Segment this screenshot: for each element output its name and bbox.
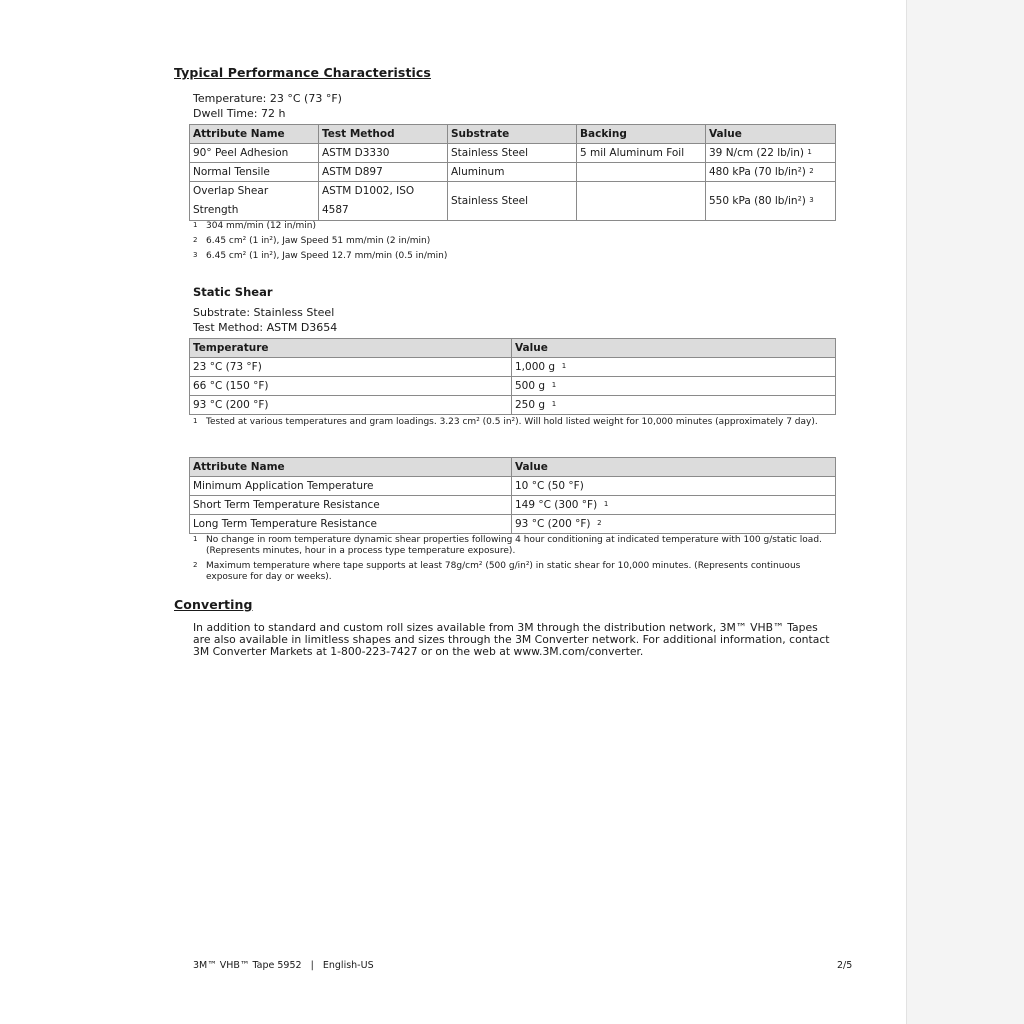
table-header-row (190, 339, 836, 358)
substrate-cell: Stainless Steel (448, 144, 577, 163)
value-cell (706, 144, 836, 163)
temperature-line: Temperature: 23 °C (73 °F) (193, 92, 342, 105)
substrate-cell: Stainless Steel (448, 182, 577, 221)
backing-cell: 5 mil Aluminum Foil (577, 144, 706, 163)
footnote-text: 6.45 cm² (1 in²), Jaw Speed 51 mm/min (2 in/min) (206, 236, 431, 246)
table-row (190, 182, 836, 221)
value-text: 93 °C (200 °F) (515, 518, 591, 530)
attribute-cell: Minimum Application Temperature (190, 477, 512, 496)
column-header: Value (512, 458, 836, 477)
value-cell (512, 496, 836, 515)
value-text: 39 N/cm (22 lb/in) (709, 147, 805, 159)
footnote-marker: 3 (809, 196, 814, 204)
column-header: Attribute Name (190, 458, 512, 477)
table-row (190, 144, 836, 163)
footnote-marker: 2 (597, 519, 602, 527)
footnote (193, 221, 833, 232)
column-header: Attribute Name (190, 125, 319, 144)
value-text: 550 kPa (80 lb/in²) (709, 195, 806, 207)
static-shear-table (189, 338, 836, 415)
performance-table (189, 124, 836, 221)
section-heading-static-shear: Static Shear (193, 285, 273, 299)
footnote (193, 535, 833, 557)
value-text: 500 g (515, 380, 546, 392)
attribute-cell: 90° Peel Adhesion (190, 144, 319, 163)
attribute-cell: Normal Tensile (190, 163, 319, 182)
value-text: 480 kPa (70 lb/in²) (709, 166, 806, 178)
footer-product-label: 3M™ VHB™ Tape 5952 | English-US (193, 960, 374, 971)
footnote-marker: 1 (551, 400, 557, 408)
section-heading-converting: Converting (174, 597, 253, 612)
footnote-number: 1 (193, 221, 198, 229)
value-cell (512, 396, 836, 415)
method-cell: ASTM D1002, ISO 4587 (319, 182, 448, 221)
section-heading-performance: Typical Performance Characteristics (174, 65, 431, 80)
backing-cell (577, 182, 706, 221)
attribute-cell: Overlap Shear Strength (190, 182, 319, 221)
footnote-number: 1 (193, 417, 198, 425)
footnote-text: 6.45 cm² (1 in²), Jaw Speed 12.7 mm/min (0.5 in/min) (206, 251, 448, 261)
backing-cell (577, 163, 706, 182)
footnote-text: No change in room temperature dynamic shear properties following 4 hour conditioning at indicated temperature with 100 g/static load. (Represents minutes, hour in a process type temperature exposure). (206, 535, 822, 556)
value-cell (512, 477, 836, 496)
footnote (193, 251, 833, 262)
converting-paragraph: In addition to standard and custom roll sizes available from 3M through the distribution network, 3M™ VHB™ Tapes are also available in limitless shapes and sizes through the 3M Converter network. For additional information, contact 3M Converter Markets at 1-800-223-7427 or on the web at www.3M.com/converter. (193, 621, 830, 658)
footnote-marker: 1 (561, 362, 567, 370)
value-text: 10 °C (50 °F) (515, 480, 584, 492)
footnote (193, 561, 833, 583)
temperature-cell: 23 °C (73 °F) (190, 358, 512, 377)
footnote-text: Maximum temperature where tape supports at least 78g/cm² (500 g/in²) in static shear for 10,000 minutes. (Represents continuous exposure for day or weeks). (206, 561, 801, 582)
column-header: Test Method (319, 125, 448, 144)
column-header: Substrate (448, 125, 577, 144)
footnote-marker: 1 (807, 148, 812, 156)
footnote (193, 236, 833, 247)
table-header-row (190, 458, 836, 477)
attribute-cell: Long Term Temperature Resistance (190, 515, 512, 534)
temperature-cell: 66 °C (150 °F) (190, 377, 512, 396)
footnote-number: 1 (193, 535, 198, 543)
footnote-number: 2 (193, 236, 198, 244)
table-row (190, 377, 836, 396)
footnote-number: 2 (193, 561, 198, 569)
footnote-marker: 1 (603, 500, 609, 508)
substrate-cell: Aluminum (448, 163, 577, 182)
value-cell (512, 377, 836, 396)
attribute-cell: Short Term Temperature Resistance (190, 496, 512, 515)
column-header: Temperature (190, 339, 512, 358)
test-method-line: Test Method: ASTM D3654 (193, 321, 338, 334)
value-text: 250 g (515, 399, 546, 411)
temperature-cell: 93 °C (200 °F) (190, 396, 512, 415)
footnote-marker: 1 (551, 381, 557, 389)
value-cell (512, 515, 836, 534)
footnote-text: 304 mm/min (12 in/min) (206, 221, 316, 231)
value-cell (512, 358, 836, 377)
footnote (193, 417, 833, 428)
method-cell: ASTM D3330 (319, 144, 448, 163)
footnote-number: 3 (193, 251, 198, 259)
dwell-time-line: Dwell Time: 72 h (193, 107, 286, 120)
value-cell (706, 163, 836, 182)
method-cell: ASTM D897 (319, 163, 448, 182)
column-header: Backing (577, 125, 706, 144)
value-text: 149 °C (300 °F) (515, 499, 598, 511)
table-row (190, 515, 836, 534)
footnote-text: Tested at various temperatures and gram loadings. 3.23 cm² (0.5 in²). Will hold listed weight for 10,000 minutes (approximately 7 day). (206, 417, 818, 427)
table-row (190, 163, 836, 182)
table-header-row (190, 125, 836, 144)
table-row (190, 396, 836, 415)
table-row (190, 477, 836, 496)
table-row (190, 358, 836, 377)
temperature-table (189, 457, 836, 534)
value-cell (706, 182, 836, 221)
substrate-line: Substrate: Stainless Steel (193, 306, 335, 319)
column-header: Value (706, 125, 836, 144)
table-row (190, 496, 836, 515)
value-text: 1,000 g (515, 361, 556, 373)
column-header: Value (512, 339, 836, 358)
page-number: 2/5 (837, 960, 853, 971)
footnote-marker: 2 (809, 167, 814, 175)
